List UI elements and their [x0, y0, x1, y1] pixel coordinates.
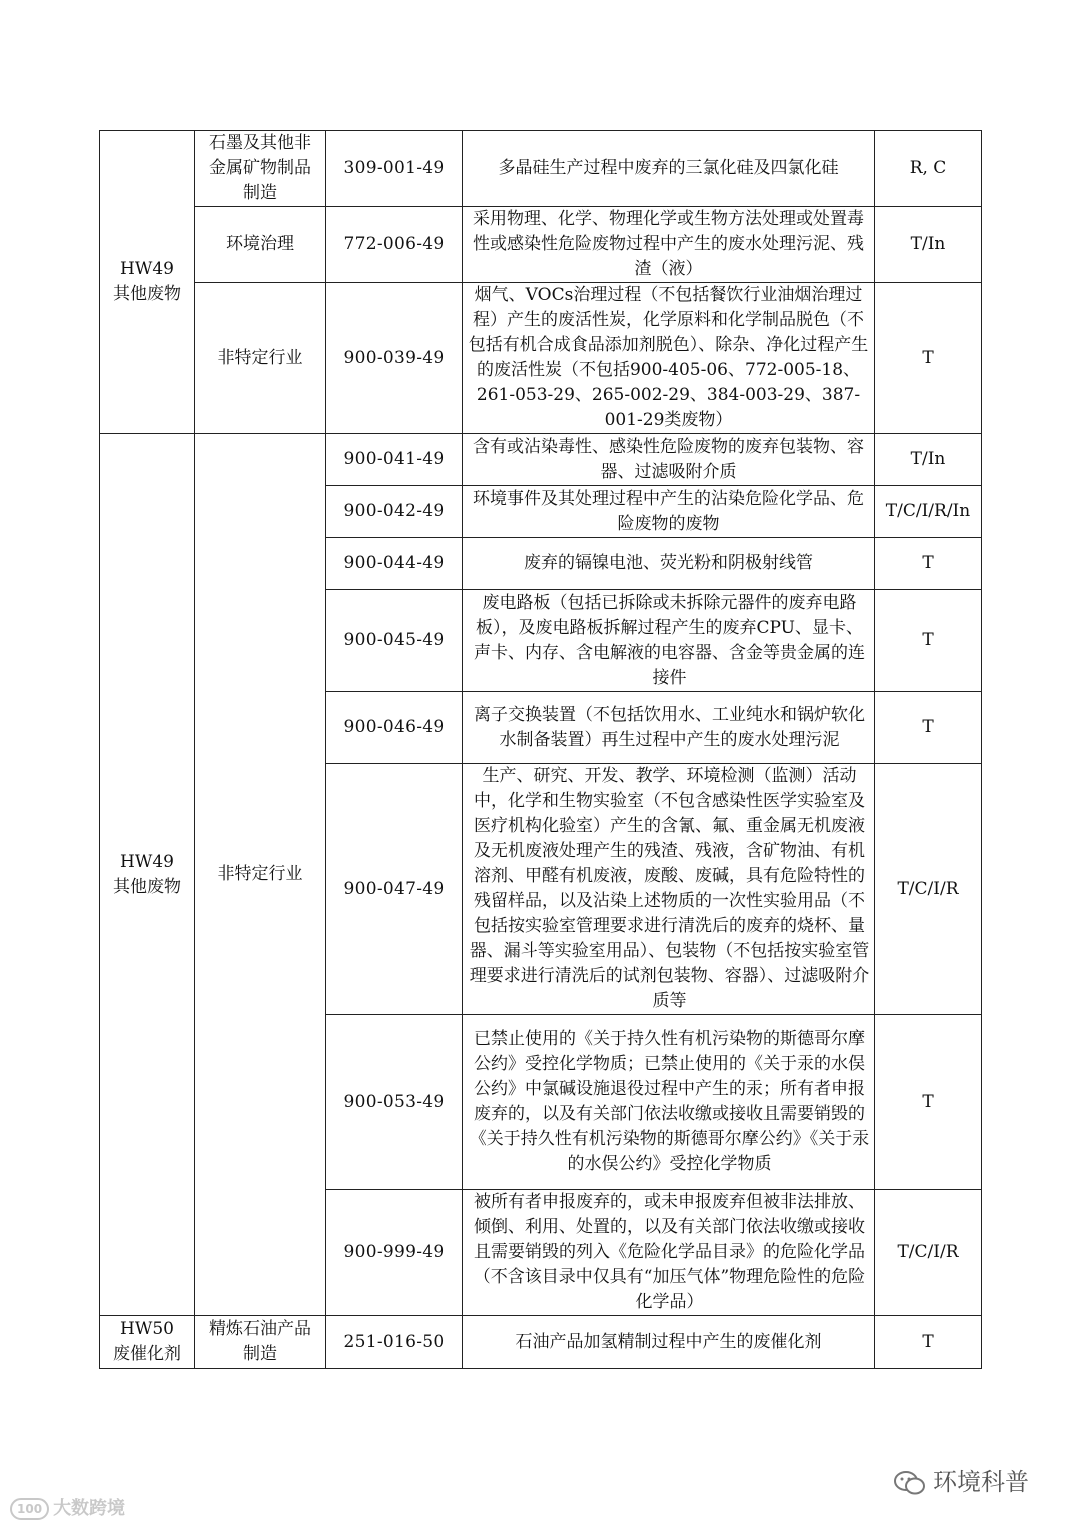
waste-code-cell: 900-039-49 [326, 283, 463, 434]
site-watermark [10, 1494, 125, 1520]
table-row [100, 434, 982, 486]
wechat-account-name: 环境科普 [933, 1468, 1029, 1496]
waste-description-cell: 已禁止使用的《关于持久性有机污染物的斯德哥尔摩公约》受控化学物质；已禁止使用的《关于汞的水俣公约》中氯碱设施退役过程中产生的汞；所有者申报废弃的，以及有关部门依法收缴或接收且需要销毁的《关于持久性有机污染物的斯德哥尔摩公约》《关于汞的水俣公约》受控化学物质 [463, 1015, 875, 1190]
wechat-icon [893, 1470, 927, 1496]
site-watermark-text: 大数跨境 [53, 1498, 126, 1519]
industry-cell: 石墨及其他非 金属矿物制品 制造 [195, 131, 326, 207]
waste-description-cell: 石油产品加氢精制过程中产生的废催化剂 [463, 1316, 875, 1369]
waste-description-cell: 环境事件及其处理过程中产生的沾染危险化学品、危险废物的废物 [463, 486, 875, 538]
table-row [100, 1316, 982, 1369]
hazard-characteristic-cell: T [875, 283, 982, 434]
waste-description-cell: 废弃的镉镍电池、荧光粉和阴极射线管 [463, 538, 875, 590]
hazard-characteristic-cell: T [875, 538, 982, 590]
waste-description-cell: 生产、研究、开发、教学、环境检测（监测）活动中，化学和生物实验室（不包含感染性医学实验室及医疗机构化验室）产生的含氰、氟、重金属无机废液及无机废液处理产生的残渣、残液，含矿物油、有机溶剂、甲醛有机废液，废酸、废碱，具有危险特性的残留样品，以及沾染上述物质的一次性实验用品（不包括按实验室管理要求进行清洗后的废弃的烧杯、量器、漏斗等实验室用品）、包装物（不包括按实验室管理要求进行清洗后的试剂包装物、容器）、过滤吸附介质等 [463, 764, 875, 1015]
table-row [100, 131, 982, 207]
waste-description-cell: 废电路板（包括已拆除或未拆除元器件的废弃电路板），及废电路板拆解过程产生的废弃CPU、显卡、声卡、内存、含电解液的电容器、含金等贵金属的连接件 [463, 590, 875, 692]
industry-cell: 环境治理 [195, 207, 326, 283]
waste-category-cell: HW49 其他废物 [100, 434, 195, 1316]
hazard-characteristic-cell: R, C [875, 131, 982, 207]
waste-code-cell: 900-044-49 [326, 538, 463, 590]
hazardous-waste-table [99, 130, 982, 1369]
hazard-characteristic-cell: T/In [875, 434, 982, 486]
industry-cell: 非特定行业 [195, 283, 326, 434]
waste-code-cell: 900-045-49 [326, 590, 463, 692]
waste-code-cell: 900-042-49 [326, 486, 463, 538]
hazard-characteristic-cell: T [875, 1015, 982, 1190]
industry-cell: 精炼石油产品 制造 [195, 1316, 326, 1369]
waste-description-cell: 多晶硅生产过程中废弃的三氯化硅及四氯化硅 [463, 131, 875, 207]
hazard-characteristic-cell: T/C/I/R [875, 1190, 982, 1316]
hazard-characteristic-cell: T [875, 590, 982, 692]
waste-description-cell: 被所有者申报废弃的，或未申报废弃但被非法排放、倾倒、利用、处置的，以及有关部门依法收缴或接收且需要销毁的列入《危险化学品目录》的危险化学品（不含该目录中仅具有“加压气体”物理危险性的危险化学品） [463, 1190, 875, 1316]
waste-description-cell: 采用物理、化学、物理化学或生物方法处理或处置毒性或感染性危险废物过程中产生的废水处理污泥、残渣（液） [463, 207, 875, 283]
waste-code-cell: 900-047-49 [326, 764, 463, 1015]
waste-description-cell: 烟气、VOCs治理过程（不包括餐饮行业油烟治理过程）产生的废活性炭，化学原料和化学制品脱色（不包括有机合成食品添加剂脱色）、除杂、净化过程产生的废活性炭（不包括900-405-06、772-005-18、261-053-29、265-002-29、384-003-29、387-001-29类废物） [463, 283, 875, 434]
waste-code-cell: 309-001-49 [326, 131, 463, 207]
hazard-characteristic-cell: T/In [875, 207, 982, 283]
wechat-account-watermark [893, 1462, 1029, 1497]
waste-category-cell: HW50 废催化剂 [100, 1316, 195, 1369]
hazard-characteristic-cell: T/C/I/R [875, 764, 982, 1015]
hazard-characteristic-cell: T [875, 692, 982, 764]
waste-code-cell: 900-999-49 [326, 1190, 463, 1316]
waste-description-cell: 含有或沾染毒性、感染性危险废物的废弃包装物、容器、过滤吸附介质 [463, 434, 875, 486]
waste-category-cell: HW49 其他废物 [100, 131, 195, 434]
waste-code-cell: 251-016-50 [326, 1316, 463, 1369]
waste-code-cell: 772-006-49 [326, 207, 463, 283]
site-logo-icon: 100 [10, 1498, 49, 1520]
waste-description-cell: 离子交换装置（不包括饮用水、工业纯水和锅炉软化水制备装置）再生过程中产生的废水处理污泥 [463, 692, 875, 764]
waste-code-cell: 900-041-49 [326, 434, 463, 486]
waste-code-cell: 900-053-49 [326, 1015, 463, 1190]
table-row [100, 283, 982, 434]
table-row [100, 207, 982, 283]
waste-code-cell: 900-046-49 [326, 692, 463, 764]
industry-cell: 非特定行业 [195, 434, 326, 1316]
hazard-characteristic-cell: T [875, 1316, 982, 1369]
hazard-characteristic-cell: T/C/I/R/In [875, 486, 982, 538]
